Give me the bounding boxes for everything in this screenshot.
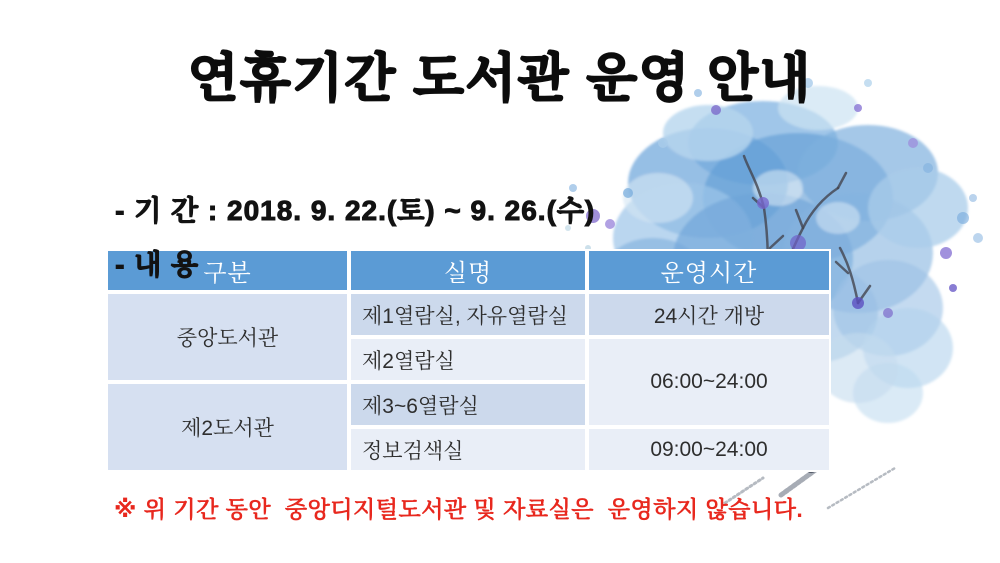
room-cell: 정보검색실 [349, 427, 587, 472]
hours-cell: 06:00~24:00 [587, 337, 831, 427]
column-header-hours: 운영시간 [587, 249, 831, 292]
content-label: - 내 용 [115, 249, 200, 280]
content-line [80, 211, 199, 315]
table-row [106, 292, 831, 337]
schedule-table-container [106, 249, 831, 472]
period-value: 2018. 9. 22.(토) ~ 9. 26.(수) [227, 195, 596, 226]
hours-cell: 24시간 개방 [587, 292, 831, 337]
group-cell-second-library: 제2도서관 [106, 382, 349, 472]
room-cell: 제1열람실, 자유열람실 [349, 292, 587, 337]
hours-cell: 09:00~24:00 [587, 427, 831, 472]
period-label: - 기 간 : [115, 195, 219, 226]
page-title: 연휴기간 도서관 운영 안내 [188, 50, 812, 108]
operation-schedule-table [106, 249, 831, 472]
column-header-category: 구분 [106, 249, 349, 292]
closure-footnote: ※ 위 기간 동안 중앙디지털도서관 및 자료실은 운영하지 않습니다. [114, 496, 804, 522]
room-cell: 제3~6열람실 [349, 382, 587, 427]
room-cell: 제2열람실 [349, 337, 587, 382]
period-spacer [218, 195, 227, 226]
column-header-room: 실명 [349, 249, 587, 292]
group-cell-central-library: 중앙도서관 [106, 292, 349, 382]
